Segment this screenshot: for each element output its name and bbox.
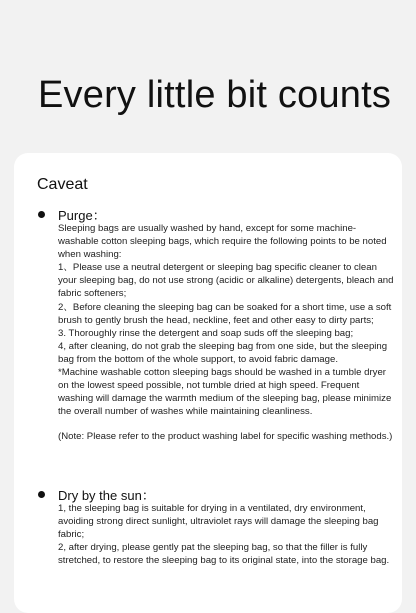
section-body-dry-by-sun xyxy=(58,502,394,567)
purge-step-4: 4, after cleaning, do not grab the sleeping bag from one side, but the sleeping bag from the bottom of the whole support, to avoid fabric damage. xyxy=(58,340,390,365)
dry-step-2: 2, after drying, please gently pat the sleeping bag, so that the filler is fully stretched, to restore the sleeping bag to its original state, into the storage bag. xyxy=(58,542,390,567)
card-title: Caveat xyxy=(37,176,88,193)
purge-step-3: 3. Thoroughly rinse the detergent and soap suds off the sleeping bag; xyxy=(58,327,354,339)
purge-step-1: 1、Please use a neutral detergent or sleeping bag specific cleaner to clean your sleeping bag, do not use strong (acidic or alkaline) detergents, bleach and fabric softeners; xyxy=(58,262,397,300)
purge-label-note: (Note: Please refer to the product washing label for specific washing methods.) xyxy=(58,431,393,443)
section-body-purge xyxy=(58,222,397,444)
purge-step-2: 2、Before cleaning the sleeping bag can be soaked for a short time, use a soft brush to gently brush the head, neckline, feet and other easy to dirty parts; xyxy=(58,301,394,326)
dry-step-1: 1, the sleeping bag is suitable for drying in a ventilated, dry environment, avoiding strong direct sunlight, ultraviolet rays will damage the sleeping bag fabric; xyxy=(58,503,382,541)
bullet-dot-icon xyxy=(38,491,45,498)
section-title-dry-by-sun: Dry by the sun： xyxy=(58,488,155,503)
page-headline: Every little bit counts xyxy=(38,74,392,116)
section-title-purge: Purge： xyxy=(58,208,106,223)
bullet-dot-icon xyxy=(38,211,45,218)
caveat-card xyxy=(14,153,402,613)
purge-machine-wash-note: *Machine washable cotton sleeping bags should be washed in a tumble dryer on the lowest speed possible, not tumble dried at high speed. Frequent washing will damage the warmth medium of the sleeping bag, please minimize the overall number of washes while maintaining cleanliness. xyxy=(58,367,394,418)
purge-intro: Sleeping bags are usually washed by hand, except for some machine-washable cotton sleeping bags, which require the following points to be noted when washing: xyxy=(58,223,390,261)
